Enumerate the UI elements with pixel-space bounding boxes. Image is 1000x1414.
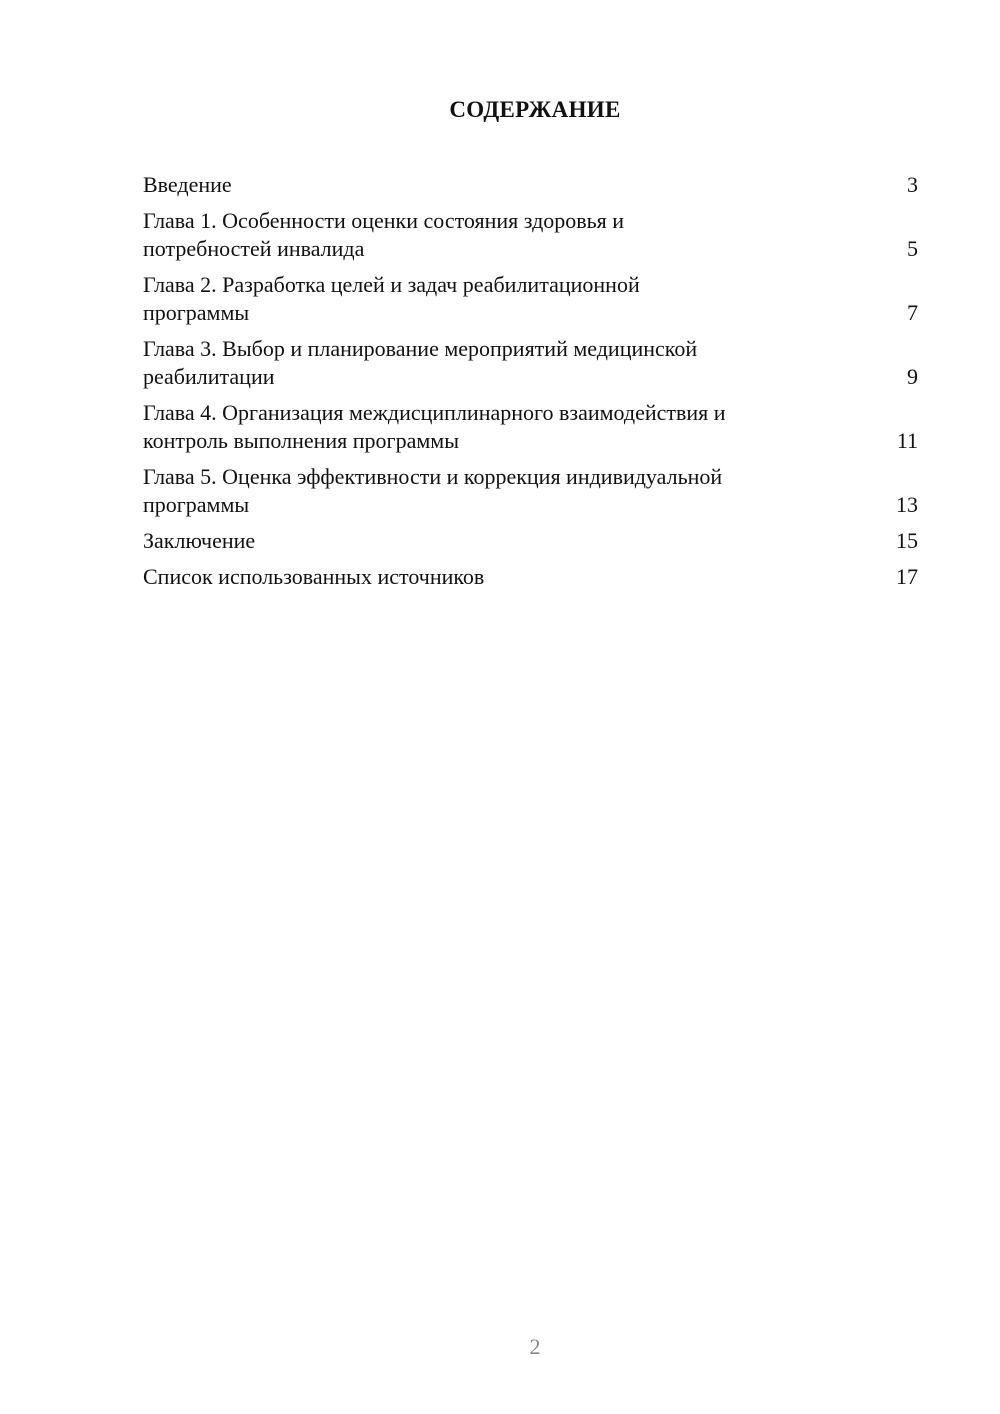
toc-entry-title: [143, 563, 484, 591]
table-of-contents: [143, 171, 918, 599]
page-title: СОДЕРЖАНИЕ: [449, 97, 621, 122]
toc-entry-title: [143, 171, 232, 199]
toc-entry-line: контроль выполнения программы: [143, 428, 459, 453]
toc-entry-page: 9: [907, 364, 918, 389]
toc-entry-chapter-5[interactable]: [143, 463, 918, 519]
toc-entry-line: Глава 4. Организация междисциплинарного взаимодействия и: [143, 400, 726, 425]
toc-entry-page: 11: [896, 428, 918, 453]
toc-entry-references[interactable]: [143, 563, 918, 591]
toc-entry-chapter-4[interactable]: [143, 399, 918, 455]
toc-entry-title: [143, 271, 640, 327]
toc-entry-page: 15: [896, 528, 918, 553]
toc-entry-title: [143, 335, 697, 391]
toc-entry-page: 5: [907, 236, 918, 261]
toc-entry-page: 17: [896, 564, 918, 589]
toc-entry-page: 3: [907, 172, 918, 197]
toc-entry-chapter-1[interactable]: [143, 207, 918, 263]
toc-entry-chapter-3[interactable]: [143, 335, 918, 391]
toc-entry-line: Заключение: [143, 528, 256, 553]
toc-entry-line: Глава 1. Особенности оценки состояния здоровья и: [143, 208, 625, 233]
toc-entry-line: Введение: [143, 172, 232, 197]
toc-entry-conclusion[interactable]: [143, 527, 918, 555]
toc-entry-title: [143, 463, 722, 519]
toc-entry-page: 7: [907, 300, 918, 325]
page-number: 2: [529, 1334, 541, 1359]
toc-entry-line: реабилитации: [143, 364, 275, 389]
toc-entry-page: 13: [896, 492, 918, 517]
toc-entry-title: [143, 527, 255, 555]
toc-entry-introduction[interactable]: [143, 171, 918, 199]
toc-entry-title: [143, 207, 624, 263]
toc-entry-line: Список использованных источников: [143, 564, 485, 589]
toc-entry-line: Глава 2. Разработка целей и задач реабилитационной: [143, 272, 640, 297]
toc-entry-line: потребностей инвалида: [143, 236, 365, 261]
toc-entry-chapter-2[interactable]: [143, 271, 918, 327]
toc-entry-line: Глава 3. Выбор и планирование мероприятий медицинской: [143, 336, 698, 361]
toc-entry-line: Глава 5. Оценка эффективности и коррекция индивидуальной: [143, 464, 723, 489]
toc-entry-line: программы: [143, 492, 250, 517]
toc-entry-line: программы: [143, 300, 250, 325]
toc-entry-title: [143, 399, 726, 455]
